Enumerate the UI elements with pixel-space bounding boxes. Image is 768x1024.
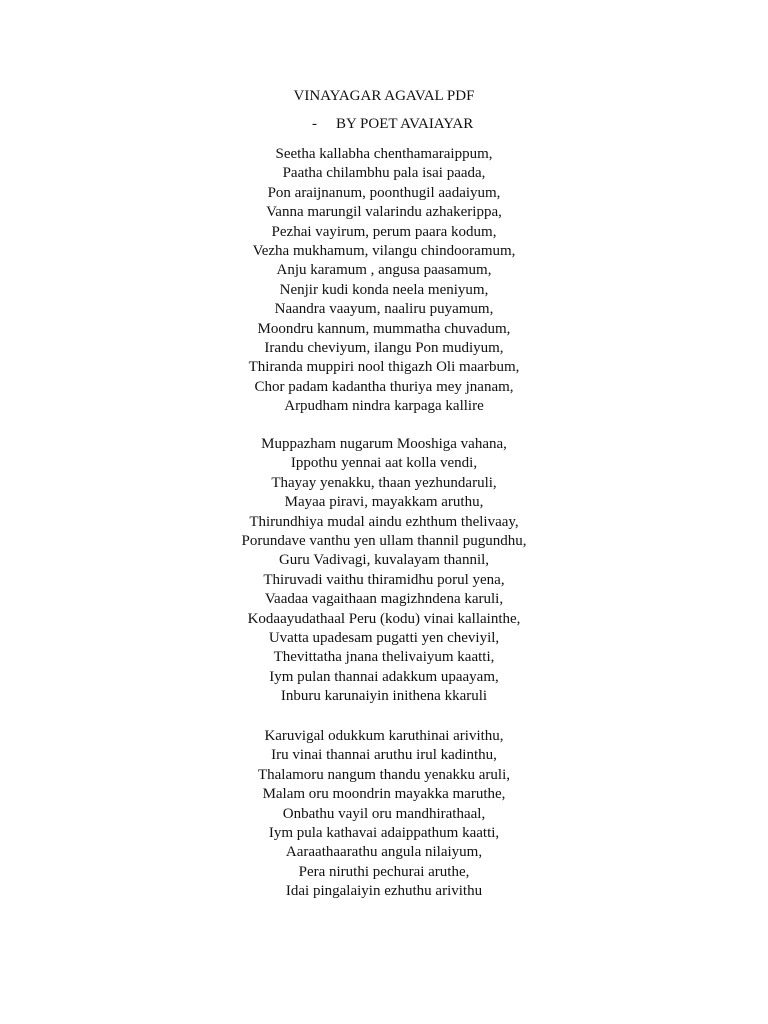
stanza-3 — [0, 727, 768, 902]
verse-line: Karuvigal odukkum karuthinai arivithu, — [264, 728, 504, 744]
verse-line: Arpudham nindra karpaga kallire — [284, 398, 484, 415]
document-title: VINAYAGAR AGAVAL PDF — [293, 88, 475, 104]
verse-line: Onbathu vayil oru mandhirathaal, — [282, 805, 486, 822]
verse-line: Thayay yenakku, thaan yezhundaruli, — [271, 474, 497, 491]
verse-line: Uvatta upadesam pugatti yen cheviyil, — [268, 629, 500, 646]
stanza-2 — [0, 435, 768, 706]
verse-line: Nenjir kudi konda neela meniyum, — [279, 281, 489, 298]
verse-line: Pera niruthi pechurai aruthe, — [298, 863, 470, 880]
verse-line: Thevittatha jnana thelivaiyum kaatti, — [273, 649, 495, 666]
verse-line: Malam oru moondrin mayakka maruthe, — [262, 786, 506, 803]
verse-line: Paatha chilambhu pala isai paada, — [282, 165, 486, 182]
verse-line: Ippothu yennai aat kolla vendi, — [290, 455, 478, 472]
verse-line: Irandu cheviyum, ilangu Pon mudiyum, — [264, 339, 504, 356]
verse-line: Iym pulan thannai adakkum upaayam, — [269, 668, 499, 685]
byline-dash: - — [312, 116, 317, 132]
verse-line: Thirundhiya mudal aindu ezhthum thelivaay, — [249, 513, 519, 530]
verse-line: Vanna marungil valarindu azhakerippa, — [266, 204, 502, 221]
verse-line: Kodaayudathaal Peru (kodu) vinai kallainthe, — [247, 610, 521, 627]
verse-line: Iym pula kathavai adaippathum kaatti, — [268, 824, 500, 841]
verse-line: Seetha kallabha chenthamaraippum, — [275, 146, 493, 162]
verse-line: Moondru kannum, mummatha chuvadum, — [257, 320, 511, 337]
verse-line: Muppazham nugarum Mooshiga vahana, — [261, 436, 507, 452]
verse-line: Aaraathaarathu angula nilaiyum, — [285, 844, 483, 861]
verse-line: Thiranda muppiri nool thigazh Oli maarbum, — [248, 359, 520, 376]
verse-line: Mayaa piravi, mayakkam aruthu, — [284, 494, 484, 511]
verse-line: Thalamoru nangum thandu yenakku aruli, — [257, 766, 510, 783]
verse-line: Chor padam kadantha thuriya mey jnanam, — [254, 378, 514, 395]
verse-line: Idai pingalaiyin ezhuthu arivithu — [285, 883, 483, 900]
verse-line: Pon araijnanum, poonthugil aadaiyum, — [267, 184, 501, 201]
verse-line: Iru vinai thannai aruthu irul kadinthu, — [271, 747, 497, 764]
verse-line: Vaadaa vagaithaan magizhndena karuli, — [264, 591, 504, 608]
verse-line: Guru Vadivagi, kuvalayam thannil, — [278, 552, 490, 569]
verse-line: Pezhai vayirum, perum paara kodum, — [271, 223, 497, 240]
stanza-1 — [0, 145, 768, 416]
verse-line: Naandra vaayum, naaliru puyamum, — [274, 301, 494, 318]
byline-text: BY POET AVAIAYAR — [336, 116, 474, 132]
verse-line: Inburu karunaiyin inithena kkaruli — [280, 688, 488, 705]
verse-line: Thiruvadi vaithu thiramidhu porul yena, — [263, 571, 505, 588]
verse-line: Porundave vanthu yen ullam thannil pugundhu, — [241, 532, 527, 549]
verse-line: Anju karamum , angusa paasamum, — [276, 262, 492, 279]
verse-line: Vezha mukhamum, vilangu chindooramum, — [252, 242, 516, 259]
author-byline — [312, 115, 473, 134]
